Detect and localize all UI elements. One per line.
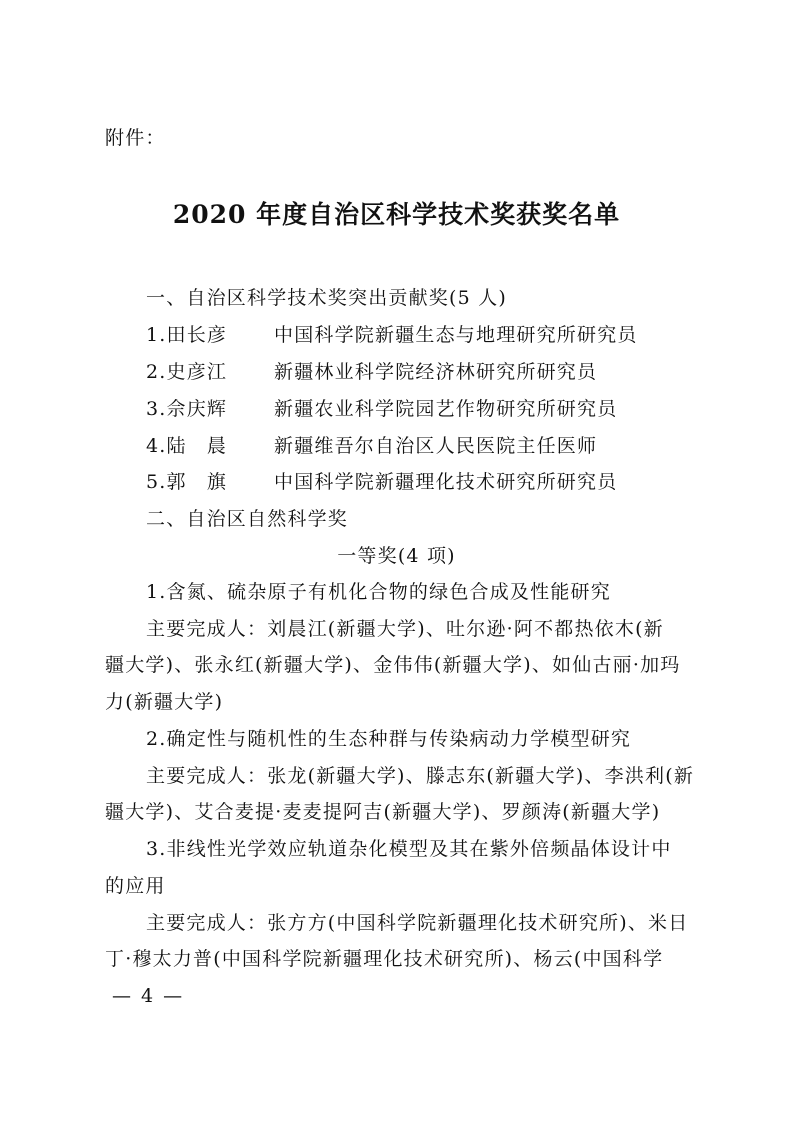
project-members: 丁·穆太力普(中国科学院新疆理化技术研究所)、杨云(中国科学 [105, 948, 664, 970]
awardee-name: 1.田长彦 [146, 324, 228, 346]
section1-heading: 一、自治区科学技术奖突出贡献奖(5 人) [146, 287, 507, 309]
awardee-name: 3.佘庆辉 [146, 398, 228, 420]
project-title: 的应用 [105, 875, 166, 897]
page-number: — 4 — [112, 985, 185, 1007]
project-title: 2.确定性与随机性的生态种群与传染病动力学模型研究 [146, 728, 632, 750]
awardee-name: 2.史彦江 [146, 361, 228, 383]
awardee-affiliation: 新疆维吾尔自治区人民医院主任医师 [274, 435, 598, 457]
project-members: 主要完成人：张龙(新疆大学)、滕志东(新疆大学)、李洪利(新 [146, 765, 695, 787]
project-title: 3.非线性光学效应轨道杂化模型及其在紫外倍频晶体设计中 [146, 838, 672, 860]
project-members: 主要完成人：张方方(中国科学院新疆理化技术研究所)、米日 [146, 912, 689, 934]
document-title: 2020 年度自治区科学技术奖获奖名单 [172, 200, 621, 229]
project-members: 主要完成人：刘晨江(新疆大学)、吐尔逊·阿不都热依木(新 [146, 618, 664, 640]
awardee-affiliation: 新疆农业科学院园艺作物研究所研究员 [274, 398, 618, 420]
awardee-name: 5.郭 旗 [146, 471, 228, 493]
attachment-label: 附件： [105, 127, 166, 149]
awardee-affiliation: 新疆林业科学院经济林研究所研究员 [274, 361, 598, 383]
award-grade-heading: 一等奖(4 项) [337, 545, 456, 567]
awardee-affiliation: 中国科学院新疆理化技术研究所研究员 [274, 471, 618, 493]
awardee-affiliation: 中国科学院新疆生态与地理研究所研究员 [274, 324, 638, 346]
section2-heading: 二、自治区自然科学奖 [146, 508, 349, 530]
project-members: 疆大学)、张永红(新疆大学)、金伟伟(新疆大学)、如仙古丽·加玛 [105, 654, 681, 676]
project-title: 1.含氮、硫杂原子有机化合物的绿色合成及性能研究 [146, 581, 611, 603]
awardee-name: 4.陆 晨 [146, 435, 228, 457]
project-members: 疆大学)、艾合麦提·麦麦提阿吉(新疆大学)、罗颜涛(新疆大学) [105, 801, 661, 823]
project-members: 力(新疆大学) [105, 691, 224, 713]
